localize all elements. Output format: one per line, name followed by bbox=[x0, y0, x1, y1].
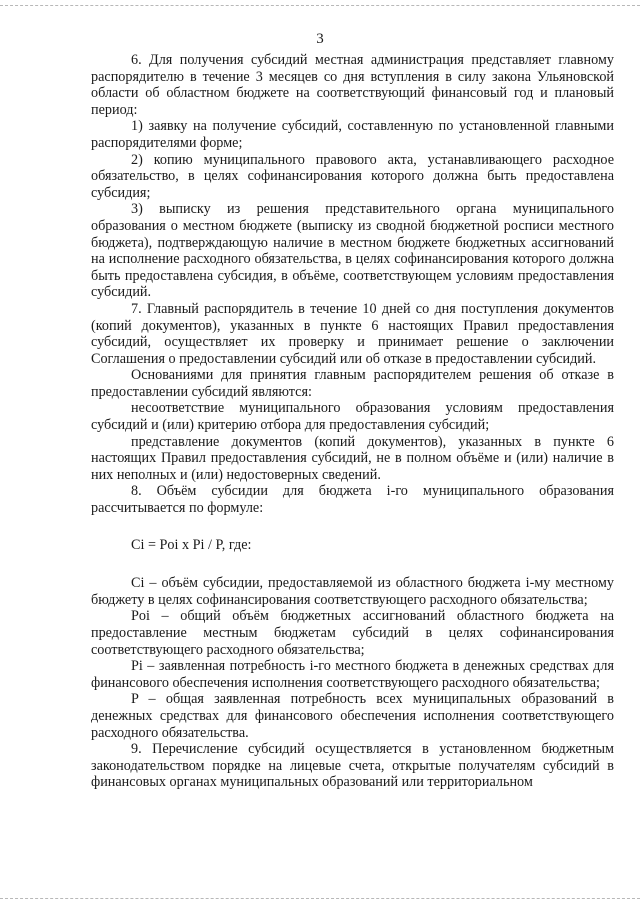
list-item-2: 2) копию муниципального правового акта, устанавливающего расходное обязательство, в целях софинансирования которого должна быть предоставлена субсидия; bbox=[91, 151, 614, 201]
refusal-ground-2: представление документов (копий документов), указанных в пункте 6 настоящих Правил предоставления субсидий, не в полном объёме и (или) наличие в них неполных и (или) недостоверных сведений. bbox=[91, 433, 614, 483]
definition-ci: Ci – объём субсидии, предоставляемой из областного бюджета i-му местному бюджету в целях софинансирования соответствующего расходного обязательства; bbox=[91, 575, 614, 608]
refusal-grounds-intro: Основаниями для принятия главным распорядителем решения об отказе в предоставлении субсидий являются: bbox=[91, 367, 614, 400]
definition-pi: Pi – заявленная потребность i-го местного бюджета в денежных средствах для финансового обеспечения исполнения соответствующего расходного обязательства; bbox=[91, 658, 614, 691]
page-number: 3 bbox=[316, 31, 324, 47]
paragraph-8: 8. Объём субсидии для бюджета i-го муниципального образования рассчитывается по формуле: bbox=[91, 483, 614, 517]
paragraph-9: 9. Перечисление субсидий осуществляется в установленном бюджетным законодательством порядке на лицевые счета, открытые получателям субсидий в финансовых органах муниципальных образований или территориальном bbox=[91, 741, 614, 791]
refusal-ground-1: несоответствие муниципального образования условиям предоставления субсидий и (или) критерию отбора для предоставления субсидий; bbox=[91, 400, 614, 434]
paragraph-6: 6. Для получения субсидий местная администрация представляет главному распорядителю в течение 3 месяцев со дня вступления в силу закона Ульяновской области об областном бюджете на соответствующий финансовый год и плановый период: bbox=[91, 52, 614, 118]
scan-edge-top bbox=[0, 5, 640, 6]
definition-p: P – общая заявленная потребность всех муниципальных образований в денежных средствах для финансового обеспечения исполнения соответствующего расходного обязательства. bbox=[91, 691, 614, 741]
paragraph-7: 7. Главный распорядитель в течение 10 дней со дня поступления документов (копий документов), указанных в пункте 6 настоящих Правил предоставления субсидий, осуществляет их проверку и принимает решение о заключении Соглашения о предоставлении субсидий или об отказе в предоставлении субсидий. bbox=[91, 300, 614, 367]
formula: Ci = Poi x Pi / P, где: bbox=[131, 536, 252, 553]
scan-edge-bottom bbox=[0, 898, 640, 899]
list-item-3: 3) выписку из решения представительного органа муниципального образования о местном бюджете (выписку из сводной бюджетной росписи местного бюджета), подтверждающую наличие в местном бюджете бюджетных ассигнований на исполнение расходного обязательства, в целях софинансирования которого должна быть предоставлена субсидия, в объёме, соответствующем условиям предоставления субсидий. bbox=[91, 201, 614, 301]
list-item-1: 1) заявку на получение субсидий, составленную по установленной главными распорядителями форме; bbox=[91, 118, 614, 151]
definition-poi: Poi – общий объём бюджетных ассигнований областного бюджета на предоставление местным бюджетам субсидий в целях софинансирования соответствующего расходного обязательства; bbox=[91, 608, 614, 658]
document-body bbox=[91, 52, 614, 791]
